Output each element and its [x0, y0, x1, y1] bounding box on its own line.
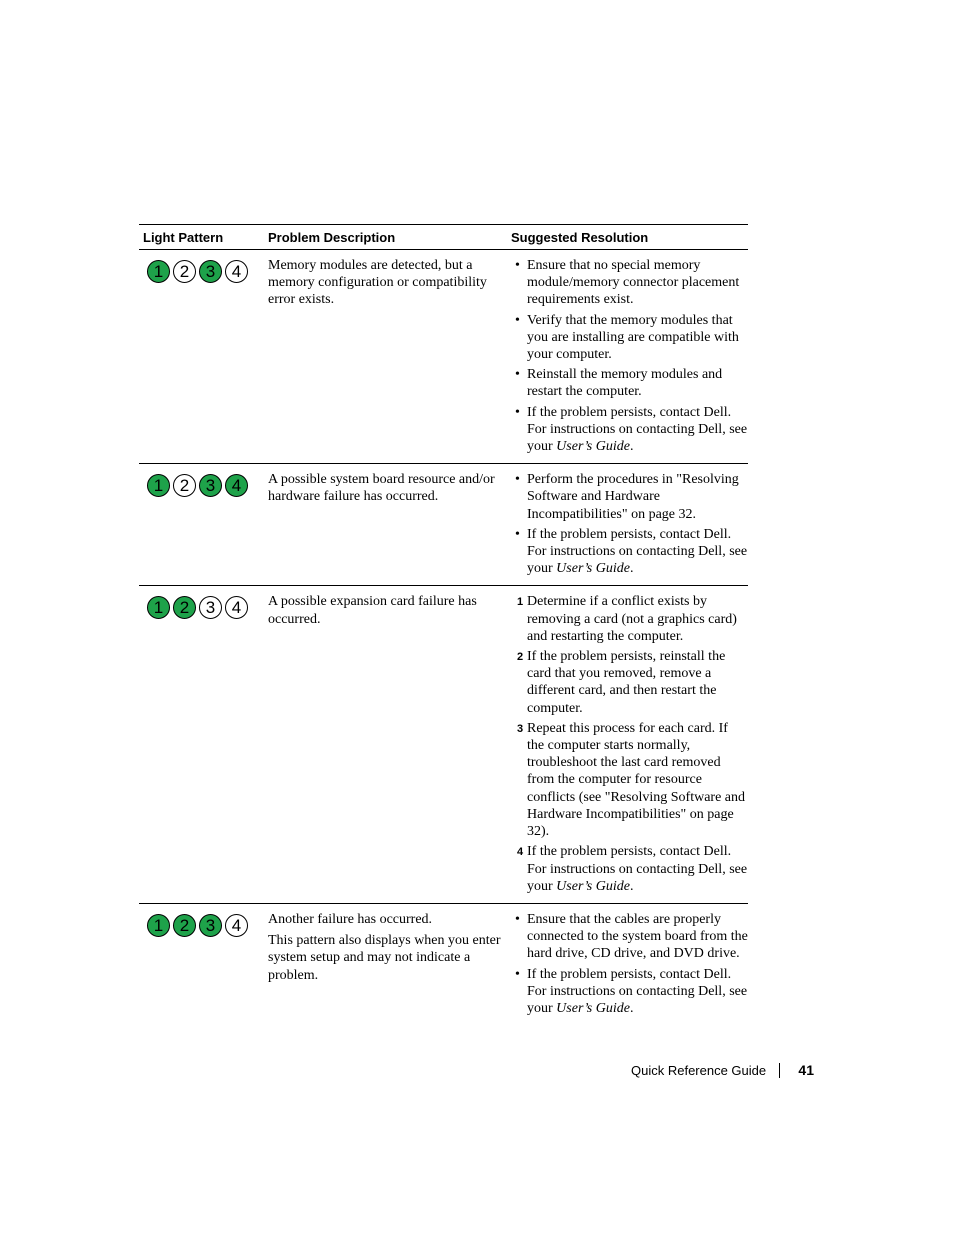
bullet-marker: •: [515, 526, 520, 542]
diagnostic-light-1-on: 1: [147, 474, 170, 497]
resolution-item: [511, 366, 748, 400]
problem-description-cell: [268, 471, 511, 580]
light-pattern-cell: [139, 471, 268, 580]
resolution-text-block: [527, 648, 748, 717]
resolution-text-block: [527, 404, 748, 456]
resolution-text-block: [527, 720, 748, 840]
step-number: 2: [517, 651, 524, 664]
step-number: 3: [517, 722, 524, 735]
step-number: 4: [517, 846, 524, 859]
resolution-text-block: [527, 312, 748, 364]
diagnostic-lights-table: [139, 224, 748, 1025]
diagnostic-light-2-on: 2: [173, 914, 196, 937]
bullet-marker: •: [515, 367, 520, 383]
diagnostic-light-3-on: 3: [199, 474, 222, 497]
resolution-text: Ensure that the cables are properly connected to the system board from the hard drive, CD drive, and DVD drive.: [527, 911, 748, 962]
diagnostic-light-4-off: 4: [225, 260, 248, 283]
diagnostic-light-1-on: 1: [147, 260, 170, 283]
diagnostic-light-1-on: 1: [147, 596, 170, 619]
resolution-text-block: [527, 593, 748, 645]
resolution-list: [511, 593, 748, 894]
resolution-text: If the problem persists, contact Dell. For instructions on contacting Dell, see your: [527, 844, 748, 894]
resolution-text: Verify that the memory modules that you are installing are compatible with your computer.: [527, 312, 739, 363]
suggested-resolution-cell: [511, 911, 748, 1020]
resolution-item: [511, 911, 748, 963]
bullet-marker: •: [515, 966, 520, 982]
problem-description-cell: [268, 593, 511, 897]
problem-description-text: A possible system board resource and/or hardware failure has occurred.: [268, 472, 495, 505]
users-guide-reference: User’s Guide: [556, 439, 630, 455]
bullet-marker: •: [515, 404, 520, 420]
diagnostic-light-1-on: 1: [147, 914, 170, 937]
diagnostic-light-3-on: 3: [199, 914, 222, 937]
resolution-item: [511, 471, 748, 523]
resolution-text-block: [527, 257, 748, 309]
footer-guide-title: Quick Reference Guide: [631, 1063, 767, 1078]
bullet-marker: •: [515, 472, 520, 488]
problem-description-cell: [268, 257, 511, 458]
diagnostic-light-2-off: 2: [173, 260, 196, 283]
resolution-text: Reinstall the memory modules and restart the computer.: [527, 367, 723, 400]
resolution-text-block: [527, 366, 748, 400]
header-problem-description: Problem Description: [268, 229, 396, 245]
resolution-text: If the problem persists, contact Dell. For instructions on contacting Dell, see your: [527, 404, 748, 455]
resolution-text: If the problem persists, contact Dell. For instructions on contacting Dell, see your: [527, 526, 748, 577]
resolution-text: Perform the procedures in "Resolving Software and Hardware Incompatibilities" on page 32.: [527, 472, 739, 522]
users-guide-reference: User’s Guide: [556, 1000, 630, 1016]
resolution-text: If the problem persists, contact Dell. For instructions on contacting Dell, see your: [527, 966, 748, 1016]
resolution-item: [511, 312, 748, 364]
diagnostic-light-group: [143, 471, 268, 497]
suggested-resolution-cell: [511, 257, 748, 458]
table-row: [139, 904, 748, 1025]
resolution-item: [511, 966, 748, 1018]
resolution-text: Ensure that no special memory module/memory connector placement requirements exist.: [527, 258, 740, 308]
suggested-resolution-cell: [511, 471, 748, 580]
diagnostic-light-group: [143, 911, 268, 937]
diagnostic-light-group: [143, 593, 268, 619]
table-header: [139, 225, 748, 250]
resolution-item: [511, 648, 748, 717]
diagnostic-light-4-off: 4: [225, 914, 248, 937]
light-pattern-cell: [139, 911, 268, 1020]
resolution-text: If the problem persists, reinstall the card that you removed, remove a different card, and then restart the computer.: [527, 649, 726, 716]
page-footer: [620, 1061, 814, 1081]
resolution-text-end: .: [629, 561, 634, 577]
diagnostic-light-3-off: 3: [199, 596, 222, 619]
users-guide-reference: User’s Guide: [556, 878, 630, 894]
resolution-text: Repeat this process for each card. If the computer starts normally, troubleshoot the last card removed from the computer for resource conflicts (see "Resolving Software and Hardware Incompatibilities" on page 32).: [527, 720, 745, 840]
problem-description-text: This pattern also displays when you enter system setup and may not indicate a problem.: [268, 933, 501, 983]
light-pattern-cell: [139, 593, 268, 897]
header-light-pattern: Light Pattern: [143, 229, 224, 245]
page-number: 41: [798, 1062, 814, 1078]
resolution-text-block: [527, 843, 748, 895]
diagnostic-light-4-on: 4: [225, 474, 248, 497]
problem-description-text: Another failure has occurred.: [268, 911, 433, 927]
problem-description-text: A possible expansion card failure has occurred.: [268, 594, 477, 627]
resolution-text-end: .: [629, 878, 634, 894]
step-number: 1: [517, 596, 524, 609]
resolution-text-end: .: [629, 1000, 634, 1016]
footer-separator: [779, 1063, 780, 1078]
bullet-marker: •: [515, 258, 520, 273]
light-pattern-cell: [139, 257, 268, 458]
resolution-text-block: [527, 911, 748, 963]
suggested-resolution-cell: [511, 593, 748, 897]
resolution-text-block: [527, 966, 748, 1018]
diagnostic-light-4-off: 4: [225, 596, 248, 619]
resolution-item: [511, 257, 748, 309]
resolution-list: [511, 257, 748, 455]
resolution-list: [511, 471, 748, 577]
diagnostic-light-2-off: 2: [173, 474, 196, 497]
diagnostic-light-3-on: 3: [199, 260, 222, 283]
diagnostic-light-group: [143, 257, 268, 283]
resolution-item: [511, 843, 748, 895]
resolution-text-end: .: [629, 439, 634, 455]
resolution-text: Determine if a conflict exists by removing a card (not a graphics card) and restarting the computer.: [527, 594, 737, 644]
header-suggested-resolution: Suggested Resolution: [511, 229, 649, 245]
bullet-marker: •: [515, 911, 520, 927]
bullet-marker: •: [515, 312, 520, 328]
table-body: [139, 250, 748, 1025]
diagnostic-light-2-on: 2: [173, 596, 196, 619]
users-guide-reference: User’s Guide: [556, 561, 630, 577]
resolution-item: [511, 526, 748, 578]
resolution-text-block: [527, 471, 748, 523]
resolution-list: [511, 911, 748, 1017]
resolution-text-block: [527, 526, 748, 578]
table-row: [139, 250, 748, 464]
resolution-item: [511, 720, 748, 840]
problem-description-text: Memory modules are detected, but a memory configuration or compatibility error exists.: [268, 258, 487, 308]
resolution-item: [511, 404, 748, 456]
table-row: [139, 586, 748, 903]
table-row: [139, 464, 748, 586]
resolution-item: [511, 593, 748, 645]
problem-description-cell: [268, 911, 511, 1020]
